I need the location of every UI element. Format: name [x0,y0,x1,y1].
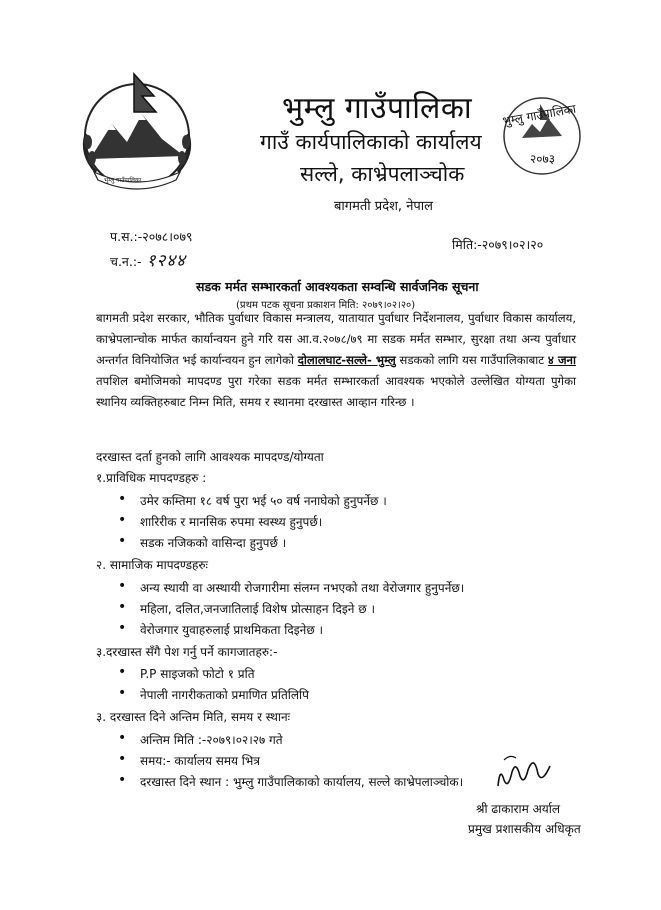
notice-title: सडक मर्मत सम्भारकर्ता आवश्यकता सम्वन्धि सार्वजनिक सूचना [196,279,479,294]
list-item: • सडक नजिकको वासिन्दा हुनुपर्छ । [140,534,286,551]
signatory-designation: प्रमुख प्रशासकीय अधिकृत [468,822,581,836]
list-item: • महिला, दलित,जनजातिलाई विशेष प्रोत्साहन दिइने छ । [140,600,375,617]
list-item: • शारिरीक र मानसिक रुपमा स्वस्थ्य हुनुपर्छ। [140,513,322,530]
office-stamp [500,94,584,178]
section-2-title: २. सामाजिक मापदण्डहरुः [96,558,208,572]
body-road-name: दोलालघाट-सल्ले- भुम्लु [297,353,396,367]
notice-date: मिति:-२०७९।०२।२० [452,237,544,252]
signature-icon [490,746,560,796]
body-text-1: बागमती प्रदेश सरकार, भौतिक पुर्वाधार विकास मन्त्रालय, यातायात पुर्वाधार निर्देशनालय, पुर्वाधार विकास कार्यालय, काभ्रेपलान्चोक मार्फत कार्यान्वयन हुने गरि यस आ.व.२०७८/७९ मा सडक मर्मत सम्भार, सुरक्षा तथा अन्य पुर्वाधार अन्तर्गत विनियोजित भई कार्यान्वयन हुन लागेको [96,311,576,367]
office-name: गाउँ कार्यपालिकाको कार्यालय [260,130,482,154]
section-3-title: ३.दरखास्त सँगै पेश गर्नु पर्ने कागजातहरु:- [96,645,278,659]
list-item: • P.P साइजको फोटो १ प्रति [140,665,255,682]
municipality-title: भुम्लु गाउँपालिका [282,91,473,126]
emblem-icon [72,64,202,194]
body-text-2: सडकको लागि यस गाउँपालिकाबाट [395,353,548,367]
municipality-emblem [72,64,202,194]
body-count: ४ जना [547,353,576,367]
chalani-row [110,248,186,271]
chalani-number: १२४४ [146,251,187,271]
first-publication-note: (प्रथम पटक सूचना प्रकाशन मिति: २०७९।०२।२०) [236,300,416,311]
list-item: • उमेर कम्तिमा १८ वर्ष पुरा भई ५० वर्ष ननाघेको हुनुपर्नेछ । [140,492,387,509]
province-name: बागमती प्रदेश, नेपाल [334,199,433,214]
stamp-year: २०७३ [530,152,555,166]
patra-sankhya: प.स.:-२०७८।०७९ [110,229,193,244]
office-address: सल्ले, काभ्रेपलाञ्चोक [300,162,465,186]
list-item: • समय:- कार्यालय समय भित्र [140,752,260,769]
stamp-text: भुम्लु गाउँपालिका [501,101,578,129]
section-4-title: ३. दरखास्त दिने अन्तिम मिति, समय र स्थानः [96,710,291,724]
requirements-heading: दरखास्त दर्ता हुनको लागि आवश्यक मापदण्ड/योग्यता [96,450,324,464]
list-item: • अन्तिम मिति :-२०७९।०२।२७ गते [140,731,283,748]
emblem-ring-text: भुम्लु गाउँपालिका [104,177,142,184]
list-item: • दरखास्त दिने स्थान : भुम्लु गाउँपालिकाको कार्यालय, सल्ले काभ्रेपलाञ्चोक। [140,773,463,790]
list-item: • नेपाली नागरीकताको प्रमाणित प्रतिलिपि [140,686,309,703]
signatory-name: श्री ढाकाराम अर्याल [476,802,560,816]
chalani-label: च.न.:- [110,254,142,269]
body-text-3: तपशिल बमोजिमको मापदण्ड पुरा गरेका सडक मर्मत सम्भारकर्ता आवश्यक भएकोले उल्लेखित योग्यता पुगेका स्थानिय व्यक्तिहरुबाट निम्न मिति, समय र स्थानमा दरखास्त आव्हान गरिन्छ । [96,374,576,409]
notice-body [96,308,576,413]
list-item: • अन्य स्थायी वा अस्थायी रोजगारीमा संलग्न नभएको तथा वेरोजगार हुनुपर्नेछ। [140,579,464,596]
list-item: • वेरोजगार युवाहरुलाई प्राथमिकता दिइनेछ । [140,621,323,638]
section-1-title: १.प्राविधिक मापदण्डहरु : [96,471,207,485]
